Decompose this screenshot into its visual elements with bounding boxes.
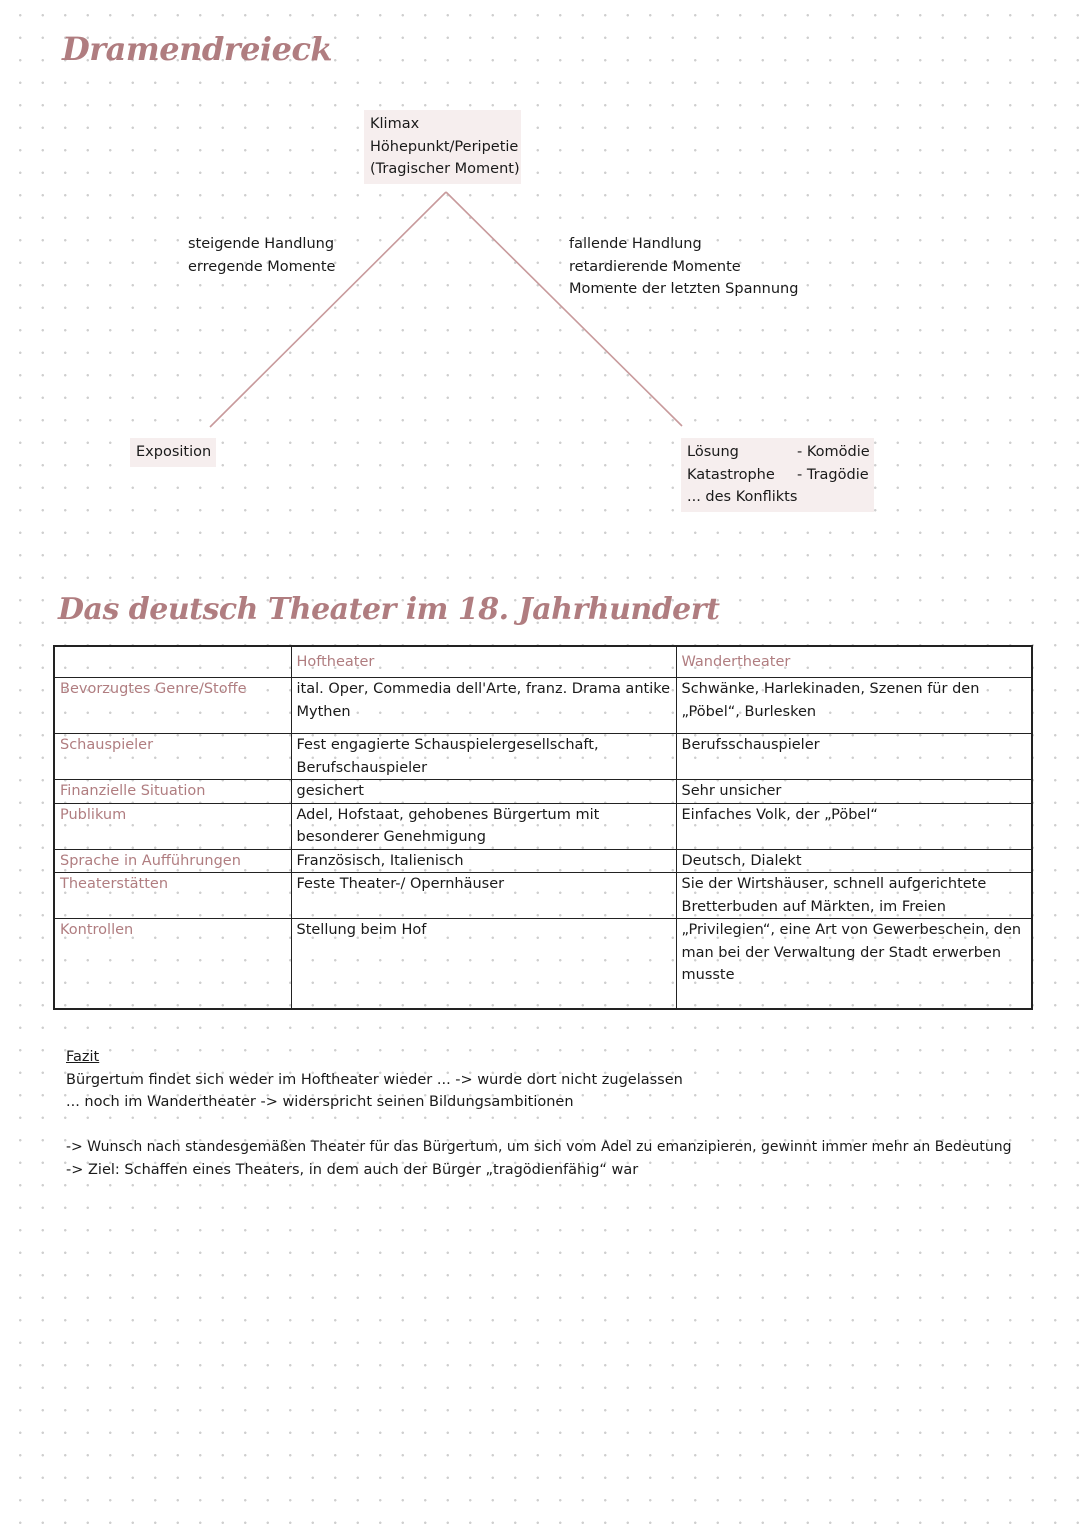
table-row bbox=[54, 919, 1032, 1009]
row-label: Kontrollen bbox=[54, 919, 291, 1009]
wander-cell: Berufsschauspieler bbox=[676, 734, 1032, 780]
diagram-title: Dramendreieck bbox=[62, 30, 333, 68]
row-label: Publikum bbox=[54, 803, 291, 849]
theater-comparison-table bbox=[53, 645, 1033, 1010]
rising-action-label bbox=[188, 233, 335, 278]
row-label: Finanzielle Situation bbox=[54, 780, 291, 804]
falling-action-label bbox=[569, 233, 798, 301]
climax-box bbox=[364, 110, 521, 184]
fazit-line: ... noch im Wandertheater -> widerspricht seinen Bildungsambitionen bbox=[66, 1094, 574, 1110]
resolution-box bbox=[681, 438, 874, 512]
table-header-cell bbox=[54, 646, 291, 678]
wander-cell: Sehr unsicher bbox=[676, 780, 1032, 804]
rising-line: steigende Handlung bbox=[188, 236, 335, 252]
climax-line: (Tragischer Moment) bbox=[370, 161, 520, 177]
table-row bbox=[54, 678, 1032, 734]
row-label: Theaterstätten bbox=[54, 873, 291, 919]
table-row bbox=[54, 849, 1032, 873]
exposition-box bbox=[130, 438, 216, 467]
row-label: Bevorzugtes Genre/Stoffe bbox=[54, 678, 291, 734]
falling-line: Momente der letzten Spannung bbox=[569, 281, 799, 297]
resolution-note: - Komödie bbox=[797, 444, 870, 460]
climax-line: Klimax bbox=[370, 116, 420, 132]
table-row bbox=[54, 780, 1032, 804]
fazit-line: Bürgertum findet sich weder im Hoftheater wieder ... -> wurde dort nicht zugelassen bbox=[66, 1072, 683, 1088]
wander-cell: Sie der Wirtshäuser, schnell aufgerichtete Bretterbuden auf Märkten, im Freien bbox=[676, 873, 1032, 919]
fazit-line: -> Wunsch nach standesgemäßen Theater für das Bürgertum, um sich vom Adel zu emanzipieren, gewinnt immer mehr an Bedeutung bbox=[66, 1139, 1012, 1155]
hof-cell: Französisch, Italienisch bbox=[291, 849, 676, 873]
falling-line: fallende Handlung bbox=[569, 236, 702, 252]
wander-cell: „Privilegien“, eine Art von Gewerbeschein, den man bei der Verwaltung der Stadt erwerben musste bbox=[676, 919, 1032, 1009]
section-title: Das deutsch Theater im 18. Jahrhundert bbox=[58, 592, 720, 627]
table-row bbox=[54, 873, 1032, 919]
falling-action-line bbox=[446, 192, 682, 426]
fazit-line: -> Ziel: Schaffen eines Theaters, in dem auch der Bürger „tragödienfähig“ war bbox=[66, 1162, 639, 1178]
wander-cell: Einfaches Volk, der „Pöbel“ bbox=[676, 803, 1032, 849]
hof-cell: gesichert bbox=[291, 780, 676, 804]
hof-cell: ital. Oper, Commedia dell'Arte, franz. Drama antike Mythen bbox=[291, 678, 676, 734]
hof-cell: Fest engagierte Schauspielergesellschaft, Berufschauspieler bbox=[291, 734, 676, 780]
climax-line: Höhepunkt/Peripetie bbox=[370, 138, 519, 155]
table-header-hoftheater: Hoftheater bbox=[291, 646, 676, 678]
drama-triangle bbox=[0, 0, 1080, 560]
row-label: Sprache in Aufführungen bbox=[54, 849, 291, 873]
resolution-note: - Tragödie bbox=[797, 466, 869, 483]
table-header-row bbox=[54, 646, 1032, 678]
table-row bbox=[54, 734, 1032, 780]
fazit-heading: Fazit bbox=[66, 1049, 100, 1065]
hof-cell: Stellung beim Hof bbox=[291, 919, 676, 1009]
table-row bbox=[54, 803, 1032, 849]
rising-line: erregende Momente bbox=[188, 258, 336, 275]
wander-cell: Deutsch, Dialekt bbox=[676, 849, 1032, 873]
hof-cell: Feste Theater-/ Opernhäuser bbox=[291, 873, 676, 919]
wander-cell: Schwänke, Harlekinaden, Szenen für den „Pöbel“, Burlesken bbox=[676, 678, 1032, 734]
row-label: Schauspieler bbox=[54, 734, 291, 780]
resolution-line: Lösung bbox=[687, 444, 739, 460]
rising-action-line bbox=[210, 192, 446, 427]
exposition-label: Exposition bbox=[136, 444, 212, 460]
resolution-line: ... des Konflikts bbox=[687, 489, 798, 505]
falling-line: retardierende Momente bbox=[569, 258, 741, 275]
table-header-wandertheater: Wandertheater bbox=[676, 646, 1032, 678]
resolution-line: Katastrophe bbox=[687, 466, 775, 483]
hof-cell: Adel, Hofstaat, gehobenes Bürgertum mit besonderer Genehmigung bbox=[291, 803, 676, 849]
